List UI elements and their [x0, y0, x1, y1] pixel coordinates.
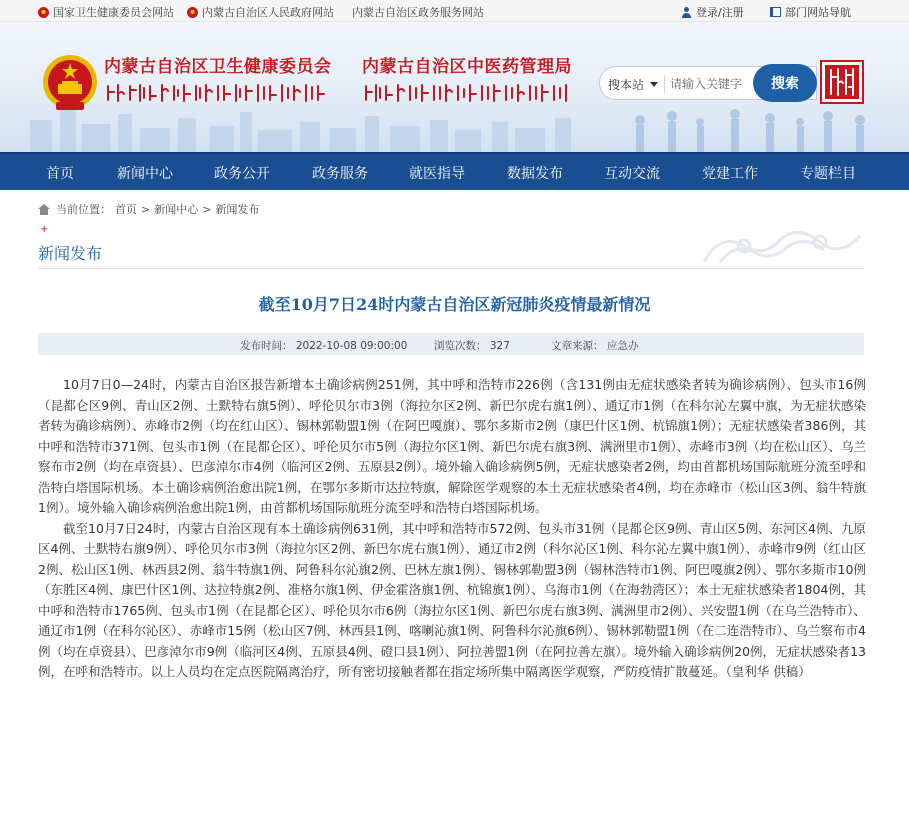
- search-scope-select[interactable]: [608, 76, 658, 93]
- nav-item-party-building[interactable]: 党建工作: [702, 166, 758, 182]
- user-icon: [681, 7, 692, 18]
- title-health-commission: 内蒙古自治区卫生健康委员会: [104, 57, 332, 77]
- article-source: 文章来源： 应急办: [551, 340, 639, 352]
- article-paragraph: 截至10月7日24时，内蒙古自治区现有本土确诊病例631例，其中呼和浩特市572例、包头市31例（昆都仑区9例、青山区5例、东河区4例、九原区4例、土默特右旗9例）、呼伦贝尔市3例（海拉尔区2例、新巴尔虎右旗1例）、通辽市2例（科尔沁区1例、科尔沁左翼中旗1例）、赤峰市9例（红山区2例、松山区1例、林西县2例、翁牛特旗1例、阿鲁科尔沁旗2例、巴林左旗1例）、锡林郭勒盟3例（锡林浩特市1例、阿巴嘎旗2例）、鄂尔多斯市10例（东胜区4例、康巴什区1例、达拉特旗2例、准格尔旗1例、伊金霍洛旗1例、杭锦旗1例）、乌海市1例（在海勃湾区）；本土无症状感染者1804例，其中呼和浩特市1765例、包头市1例（在昆都仑区）、呼伦贝尔市6例（海拉尔区1例、新巴尔虎右旗3例、满洲里市2例）、兴安盟1例（在乌兰浩特市）、通辽市1例（在科尔沁区）、赤峰市15例（松山区7例、林西县1例、喀喇沁旗1例、阿鲁科尔沁旗6例）、锡林郭勒盟1例（在二连浩特市）、乌兰察布市4例（均在卓资县）、巴彦淖尔市9例（临河区4例、五原县4例、磴口县1例）、阿拉善盟1例（在阿拉善左旗）。境外输入确诊病例20例，无症状感染者13例，在呼和浩特市。以上人员均在定点医院隔离治疗，所有密切接触者都在指定场所集中隔离医学观察，严防疫情扩散蔓延。（皇利华 供稿）: [38, 520, 866, 679]
- section-title: 新闻发布: [38, 244, 103, 263]
- section-mark: +: [40, 224, 49, 235]
- article-body: [38, 375, 866, 683]
- topbar-link-label: 内蒙古自治区人民政府网站: [202, 6, 334, 19]
- site-nav-icon: [770, 7, 781, 17]
- breadcrumb-news-center[interactable]: 新闻中心: [154, 203, 199, 216]
- nav-item-data-release[interactable]: 数据发布: [507, 166, 563, 182]
- nav-item-home[interactable]: 首页: [46, 166, 74, 182]
- dept-nav-label: 部门网站导航: [785, 6, 851, 19]
- breadcrumb: [38, 201, 259, 217]
- mongolian-seal-icon: [825, 65, 859, 99]
- title-tcm-administration: 内蒙古自治区中医药管理局: [362, 57, 572, 77]
- search-scope-label: 搜本站: [608, 78, 645, 92]
- chevron-down-icon: [650, 82, 658, 87]
- search-input[interactable]: [670, 74, 758, 94]
- nav-item-public-affairs[interactable]: 政务公开: [214, 166, 270, 182]
- topbar-link-nhc[interactable]: [38, 4, 174, 20]
- search-button[interactable]: 搜索: [753, 64, 817, 102]
- article-meta-bar: [38, 333, 864, 355]
- topbar-link-label: 国家卫生健康委员会网站: [53, 6, 174, 19]
- main-nav: [0, 152, 909, 190]
- top-utility-bar: [0, 0, 909, 22]
- nav-item-news[interactable]: 新闻中心: [117, 166, 173, 182]
- nav-item-services[interactable]: 政务服务: [312, 166, 368, 182]
- national-emblem-icon: [38, 7, 49, 18]
- breadcrumb-news-release[interactable]: 新闻发布: [215, 203, 260, 216]
- nav-item-medical-guide[interactable]: 就医指导: [409, 166, 465, 182]
- cloud-pattern-decoration: [700, 226, 864, 266]
- topbar-link-service[interactable]: [352, 4, 484, 20]
- nav-item-special-topics[interactable]: 专题栏目: [800, 166, 856, 182]
- national-emblem-logo: [42, 54, 98, 114]
- login-link[interactable]: [681, 4, 744, 20]
- search-divider: [664, 75, 665, 93]
- breadcrumb-separator: >: [202, 202, 212, 216]
- view-count: 浏览次数： 327: [434, 340, 510, 352]
- topbar-link-label: 内蒙古自治区政务服务网站: [352, 6, 484, 19]
- article-paragraph: 10月7日0—24时，内蒙古自治区报告新增本土确诊病例251例，其中呼和浩特市226例（含131例由无症状感染者转为确诊病例）、包头市16例（昆都仑区9例、青山区2例、土默特右旗5例）、呼伦贝尔市3例（海拉尔区2例、新巴尔虎右旗1例）、通辽市1例（在科尔沁左翼中旗，为无症状感染者转为确诊病例）、赤峰市2例（均在红山区）、锡林郭勒盟1例（在阿巴嘎旗）、鄂尔多斯市2例（康巴什区1例、杭锦旗1例）；无症状感染者386例，其中呼和浩特市371例、包头市1例（在昆都仑区）、呼伦贝尔市5例（海拉尔区1例、新巴尔虎右旗3例、满洲里市1例）、赤峰市3例（均在松山区）、乌兰察布市2例（均在卓资县）、巴彦淖尔市4例（临河区2例、五原县2例）。境外输入确诊病例5例，无症状感染者2例，均由首都机场国际航班分流至呼和浩特白塔国际机场。本土确诊病例治愈出院1例，在鄂尔多斯市达拉特旗，解除医学观察的本土无症状感染者4例，均在赤峰市（松山区3例、翁牛特旗1例）。境外输入确诊病例治愈出院1例，由首都机场国际航班分流至呼和浩特白塔国际机场。: [38, 377, 866, 515]
- breadcrumb-home[interactable]: 首页: [115, 203, 137, 216]
- topbar-link-gov[interactable]: [187, 4, 334, 20]
- breadcrumb-separator: >: [141, 202, 151, 216]
- article-title: 截至10月7日24时内蒙古自治区新冠肺炎疫情最新情况: [258, 295, 651, 314]
- seal-logo[interactable]: [820, 60, 864, 104]
- national-emblem-icon: [187, 7, 198, 18]
- section-divider: [38, 268, 864, 269]
- publish-time: 发布时间： 2022-10-08 09:00:00: [240, 340, 408, 352]
- breadcrumb-label: 当前位置：: [56, 203, 111, 216]
- login-label: 登录/注册: [696, 6, 744, 19]
- home-icon: [38, 204, 50, 215]
- header-banner: [0, 22, 909, 152]
- dept-nav-link[interactable]: [770, 4, 851, 20]
- mongolian-script-title-2: [362, 82, 580, 104]
- mongolian-script-title-1: [104, 82, 334, 104]
- nav-item-interaction[interactable]: 互动交流: [604, 166, 660, 182]
